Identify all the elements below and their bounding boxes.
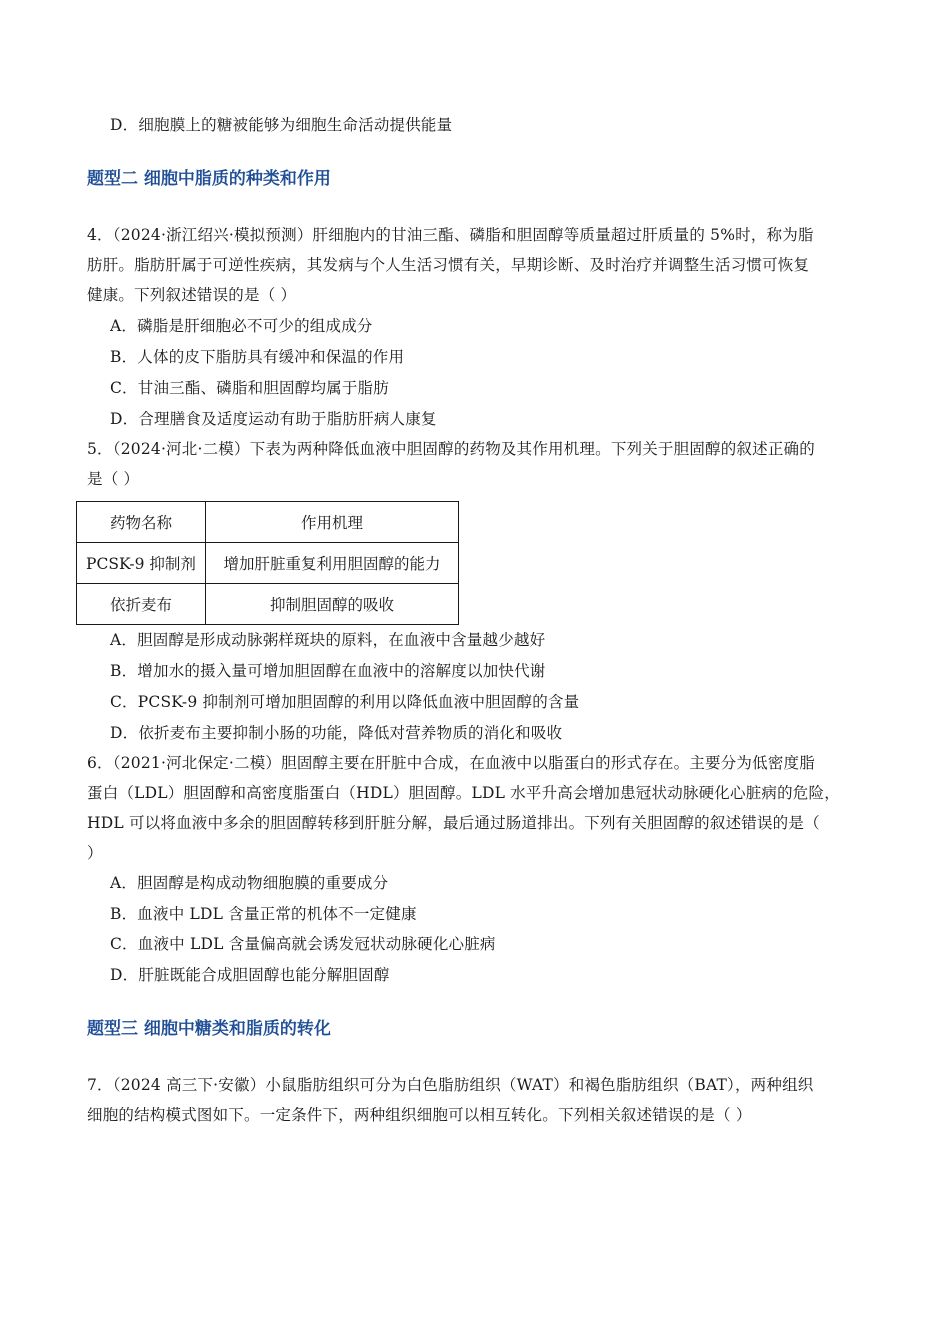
section-heading-type2: 题型二 细胞中脂质的种类和作用 [87,169,331,189]
table-cell: 抑制胆固醇的吸收 [206,584,459,625]
question-stem-line: 5．（2024·河北·二模）下表为两种降低血液中胆固醇的药物及其作用机理。下列关于胆固醇的叙述正确的 [87,440,815,458]
table-cell: PCSK-9 抑制剂 [77,543,206,584]
option-a: A．胆固醇是构成动物细胞膜的重要成分 [110,874,389,892]
question-stem-line: HDL 可以将血液中多余的胆固醇转移到肝脏分解，最后通过肠道排出。下列有关胆固醇的叙述错误的是（ [87,814,820,832]
option-b: B．增加水的摄入量可增加胆固醇在血液中的溶解度以加快代谢 [110,662,546,680]
option-c: C．血液中 LDL 含量偏高就会诱发冠状动脉硬化心脏病 [110,935,496,953]
question-stem-line: 4．（2024·浙江绍兴·模拟预测）肝细胞内的甘油三酯、磷脂和胆固醇等质量超过肝质量的 5%时，称为脂 [87,226,814,244]
option-c: C．PCSK-9 抑制剂可增加胆固醇的利用以降低血液中胆固醇的含量 [110,693,580,711]
table-header-row [77,502,459,543]
option-d: D．合理膳食及适度运动有助于脂肪肝病人康复 [110,410,437,428]
q3-option-d: D．细胞膜上的糖被能够为细胞生命活动提供能量 [110,116,453,134]
question-stem-line: 6．（2021·河北保定·二模）胆固醇主要在肝脏中合成，在血液中以脂蛋白的形式存在。主要分为低密度脂 [87,754,815,772]
table-header-cell: 作用机理 [206,502,459,543]
section-heading-type3: 题型三 细胞中糖类和脂质的转化 [87,1019,331,1039]
table-row [77,584,459,625]
question-stem-line: 细胞的结构模式图如下。一定条件下，两种组织细胞可以相互转化。下列相关叙述错误的是（ ） [87,1106,752,1124]
table-cell: 增加肝脏重复利用胆固醇的能力 [206,543,459,584]
table-row [77,543,459,584]
question-stem-line: 是（ ） [87,470,140,488]
question-stem-line: 7．（2024 高三下·安徽）小鼠脂肪组织可分为白色脂肪组织（WAT）和褐色脂肪组织（BAT），两种组织 [87,1076,814,1094]
option-a: A．磷脂是肝细胞必不可少的组成成分 [110,317,373,335]
option-a: A．胆固醇是形成动脉粥样斑块的原料，在血液中含量越少越好 [110,631,546,649]
option-b: B．血液中 LDL 含量正常的机体不一定健康 [110,905,417,923]
question-stem-line: 蛋白（LDL）胆固醇和高密度脂蛋白（HDL）胆固醇。LDL 水平升高会增加患冠状动脉硬化心脏病的危险， [87,784,840,802]
option-d: D．肝脏既能合成胆固醇也能分解胆固醇 [110,966,390,984]
question-stem-line: 健康。下列叙述错误的是（ ） [87,286,297,304]
question-stem-line: ） [87,844,103,862]
option-c: C．甘油三酯、磷脂和胆固醇均属于脂肪 [110,379,389,397]
drug-table [76,501,459,625]
table-header-cell: 药物名称 [77,502,206,543]
table-cell: 依折麦布 [77,584,206,625]
option-d: D．依折麦布主要抑制小肠的功能，降低对营养物质的消化和吸收 [110,724,563,742]
option-b: B．人体的皮下脂肪具有缓冲和保温的作用 [110,348,405,366]
question-stem-line: 肪肝。脂肪肝属于可逆性疾病，其发病与个人生活习惯有关，早期诊断、及时治疗并调整生活习惯可恢复 [87,256,810,274]
